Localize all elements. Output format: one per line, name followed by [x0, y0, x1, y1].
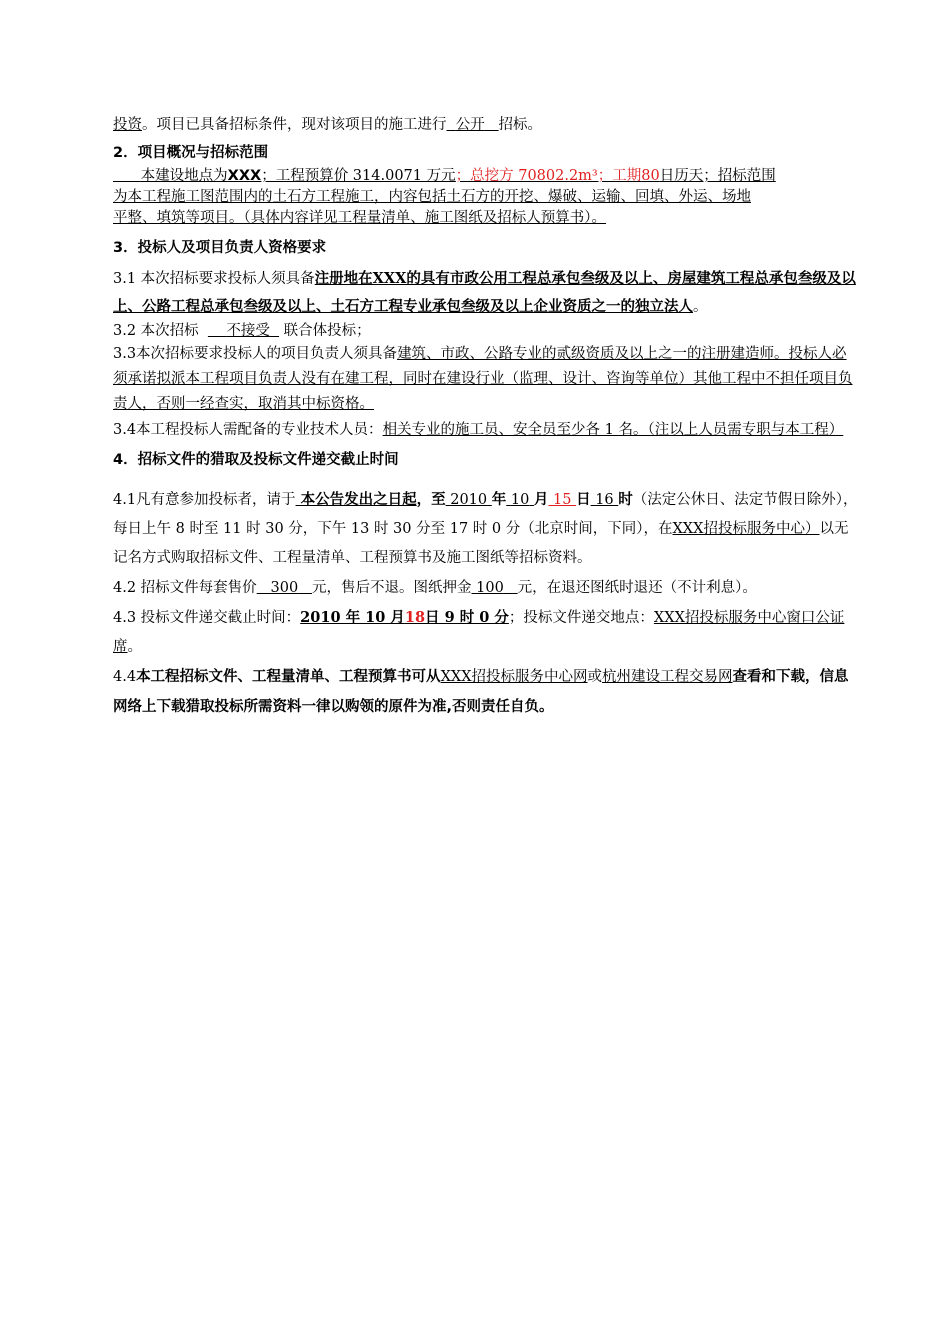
clause-4-2: 4.2 招标文件每套售价 300 元，售后不退。图纸押金 100 元，在退还图纸时退还（不计利息）。 [113, 580, 757, 596]
intro-text2: 招标。 [498, 117, 543, 133]
document-price: 300 [270, 580, 299, 596]
section-2-line-2: 为本工程施工图范围内的土石方工程施工，内容包括土石方的开挖、爆破、运输、回填、外运、场地 [113, 189, 751, 205]
intro-line [113, 112, 861, 138]
section-2-body [113, 166, 861, 229]
clause-3-4: 3.4本工程投标人需配备的专业技术人员：相关专业的施工员、安全员至少各 1 名。（注以上人员需专职与本工程） [113, 422, 844, 438]
duration-days: 80 [641, 168, 660, 184]
intro-method: 公开 [455, 117, 485, 133]
link-service-center: XXX招投标服务中心网 [440, 669, 588, 685]
sale-end-day: 15 [553, 492, 572, 508]
clause-4-1: 4.1凡有意参加投标者，请于 本公告发出之日起，至 2010 年 10 月 15 日 16 时（法定公休日、法定节假日除外），每日上午 8 时至 11 时 30 分，下午 13 时 30 分至 17 时 0 分（北京时间，下同），在XXX招投标服务中心）以无记名方式购取招标文件、工程量清单、工程预算书及施工图纸等招标资料。 [113, 491, 858, 566]
section-4-heading: 4．招标文件的猎取及投标文件递交截止时间 [113, 452, 399, 468]
clause-3-2: 3.2 本次招标 不接受 联合体投标； [113, 323, 371, 339]
intro-invest: 投资 [113, 117, 142, 133]
section-2-line-1: 本建设地点为XXX；工程预算价 314.0071 万元；总挖方 70802.2m³；工期80日历天；招标范围 [140, 168, 776, 184]
intro-text1: 。项目已具备招标条件，现对该项目的施工进行 [142, 117, 447, 133]
section-3-heading: 3．投标人及项目负责人资格要求 [113, 240, 327, 256]
clause-4-3: 4.3 投标文件递交截止时间：2010 年 10 月18日 9 时 0 分；投标文件递交地点：XXX招投标服务中心窗口公证席。 [113, 609, 845, 655]
clause-4-4: 4.4本工程招标文件、工程量清单、工程预算书可从XXX招投标服务中心网或杭州建设工程交易网查看和下载，信息网络上下载猎取投标所需资料一律以购领的原件为准,否则责任自负。 [113, 669, 849, 715]
link-hangzhou-exchange: 杭州建设工程交易网 [602, 669, 733, 685]
drawing-deposit: 100 [476, 580, 504, 596]
section-2-heading: 2．项目概况与招标范围 [113, 145, 269, 161]
clause-3-3: 3.3本次招标要求投标人的项目负责人须具备建筑、市政、公路专业的贰级资质及以上之一的注册建造师。投标人必须承诺拟派本工程项目负责人没有在建工程，同时在建设行业（监理、设计、咨询等单位）其他工程中不担任项目负责人，否则一经查实，取消其中标资格。 [113, 346, 853, 412]
submission-day: 18 [404, 609, 426, 626]
clause-3-1: 3.1 本次招标要求投标人须具备注册地在XXX的具有市政公用工程总承包叁级及以上、房屋建筑工程总承包叁级及以上、公路工程总承包叁级及以上、土石方工程专业承包叁级及以上企业资质之一的独立法人。 [113, 270, 856, 315]
section-2-line-3: 平整、填筑等项目。（具体内容详见工程量清单、施工图纸及招标人预算书）。 [113, 210, 606, 226]
document-page [113, 112, 861, 722]
